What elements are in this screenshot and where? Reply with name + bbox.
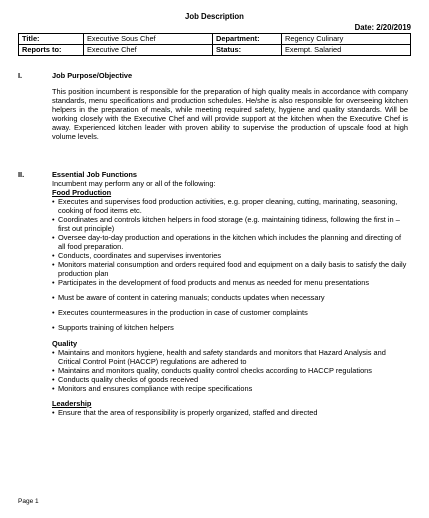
section-number: I. [18, 71, 23, 80]
list-item: • Participates in the development of food products and menus as needed for menu presentations [52, 278, 408, 287]
list-item: • Oversee day-to-day production and operations in the kitchen which includes the planning and directing of all food preparation. [52, 233, 408, 251]
document-date: Date: 2/20/2019 [354, 23, 411, 32]
department-value: Regency Culinary [282, 34, 411, 45]
quality-list [52, 348, 408, 393]
list-item: • Coordinates and controls kitchen helpers in food storage (e.g. maintaining tidiness, following the first in – first out principle) [52, 215, 408, 233]
list-item: • Must be aware of content in catering manuals; conducts updates when necessary [52, 293, 408, 302]
food-production-list [52, 197, 408, 332]
list-item: • Ensure that the area of responsibility is properly organized, staffed and directed [52, 408, 408, 417]
section-heading: Essential Job Functions [52, 170, 138, 179]
quality-heading: Quality [52, 338, 78, 348]
job-purpose-text: This position incumbent is responsible for the preparation of high quality meals in accordance with company standards, menu specifications and production schedules. He/she is also responsible for overseeing kitchen helpers in the preparation of meals, while meeting required safety, hygiene and quality standards. Will be working closely with the Executive Chef and will provide support at the kitchen when the Executive Chef is away. Experienced kitchen leader with proven ability to supervise the production of upscale food at high volume levels. [52, 87, 408, 142]
department-label: Department: [213, 34, 282, 45]
leadership-heading: Leadership [52, 398, 92, 408]
section-heading: Job Purpose/Objective [52, 71, 133, 80]
section-job-purpose [18, 71, 408, 142]
list-item: • Executes countermeasures in the production in case of customer complaints [52, 308, 408, 317]
list-item: • Monitors material consumption and orders required food and equipment on a daily basis to satisfy the daily production plan [52, 260, 408, 278]
list-item: • Conducts quality checks of goods received [52, 375, 408, 384]
reports-to-label: Reports to: [19, 45, 84, 56]
table-row [19, 45, 411, 56]
reports-to-value: Executive Chef [84, 45, 213, 56]
table-row [19, 34, 411, 45]
document-title: Job Description [185, 12, 244, 21]
status-label: Status: [213, 45, 282, 56]
food-production-heading: Food Production [52, 188, 112, 198]
section-essential-functions [18, 170, 408, 417]
list-item: • Supports training of kitchen helpers [52, 323, 408, 332]
section-number: II. [18, 170, 25, 179]
status-value: Exempt. Salaried [282, 45, 411, 56]
title-label: Title: [19, 34, 84, 45]
list-item: • Maintains and monitors quality, conducts quality control checks according to HACCP regulations [52, 366, 408, 375]
list-item: • Monitors and ensures compliance with recipe specifications [52, 384, 408, 393]
list-item: • Maintains and monitors hygiene, health and safety standards and monitors that Hazard Analysis and Critical Control Point (HACCP) regulations are adhered to [52, 348, 408, 366]
page-number: Page 1 [18, 498, 39, 505]
leadership-list [52, 408, 408, 417]
section-intro: Incumbent may perform any or all of the following: [52, 179, 216, 189]
list-item: • Conducts, coordinates and supervises inventories [52, 251, 408, 260]
title-value: Executive Sous Chef [84, 34, 213, 45]
list-item: • Executes and supervises food production activities, e.g. proper cleaning, cutting, marinating, seasoning, cooking of food items etc. [52, 197, 408, 215]
job-header-table [18, 33, 411, 56]
